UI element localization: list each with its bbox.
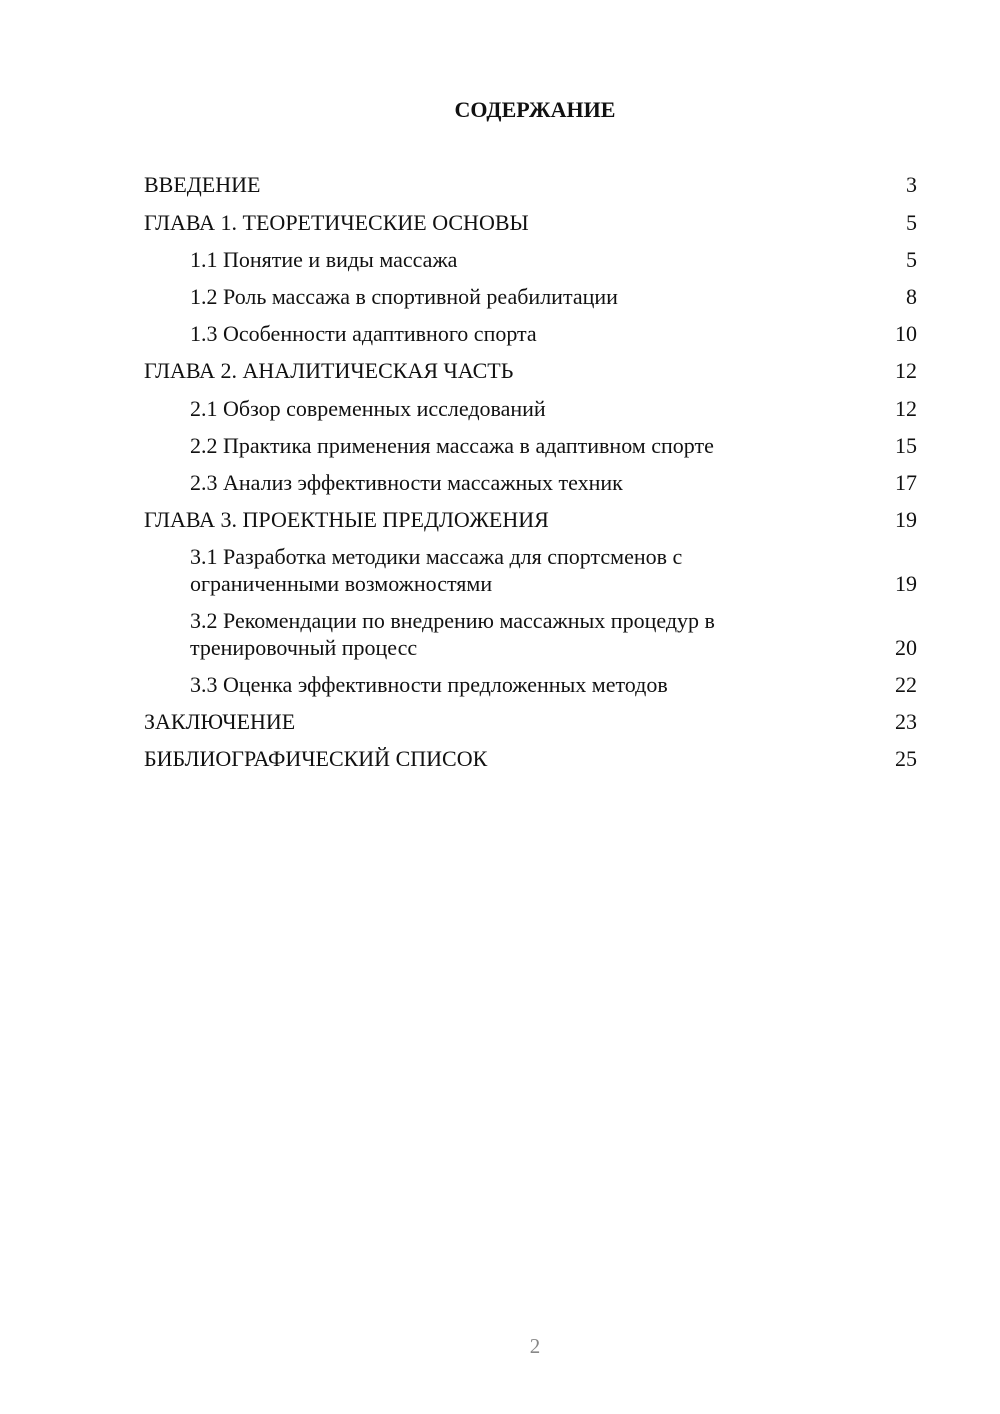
toc-entry-page: 5 (906, 210, 917, 235)
toc-entry-label: ВВЕДЕНИЕ (144, 172, 261, 197)
toc-entry-label: 3.2 Рекомендации по внедрению массажных процедур в тренировочный процесс (190, 608, 715, 660)
toc-entry-page: 15 (895, 433, 917, 458)
toc-entry (190, 283, 917, 310)
toc-title: СОДЕРЖАНИЕ (454, 97, 616, 122)
toc-entry-label: 1.2 Роль массажа в спортивной реабилитации (190, 284, 618, 309)
toc-entry-label: 2.3 Анализ эффективности массажных техник (190, 470, 623, 495)
toc-entry (144, 708, 917, 735)
toc-entry (144, 506, 917, 533)
toc-entry-page: 17 (895, 470, 917, 495)
toc-entry (190, 432, 917, 459)
toc-entry (190, 671, 917, 698)
toc-entry-label: 2.1 Обзор современных исследований (190, 396, 546, 421)
toc-entry-page: 12 (895, 396, 917, 421)
toc-entry-label: ЗАКЛЮЧЕНИЕ (144, 709, 296, 734)
toc-entry-page: 22 (895, 672, 917, 697)
toc-entry-label: ГЛАВА 3. ПРОЕКТНЫЕ ПРЕДЛОЖЕНИЯ (144, 507, 549, 532)
toc-entry-page: 25 (895, 746, 917, 771)
toc-entry-page: 12 (895, 358, 917, 383)
toc-entry (144, 171, 917, 198)
toc-entry-page: 19 (895, 571, 917, 596)
toc-entry-label: 3.3 Оценка эффективности предложенных методов (190, 672, 668, 697)
toc-entry (190, 469, 917, 496)
toc-entry-page: 8 (906, 284, 917, 309)
toc-entry-label: ГЛАВА 1. ТЕОРЕТИЧЕСКИЕ ОСНОВЫ (144, 210, 529, 235)
toc-entry-page: 10 (895, 321, 917, 346)
toc-entry-label: ГЛАВА 2. АНАЛИТИЧЕСКАЯ ЧАСТЬ (144, 358, 514, 383)
toc-entry-page: 19 (895, 507, 917, 532)
toc-entry (190, 543, 917, 597)
toc-entry (144, 209, 917, 236)
toc-entry-page: 20 (895, 635, 917, 660)
toc-entry-label: 2.2 Практика применения массажа в адаптивном спорте (190, 433, 714, 458)
toc-entry (190, 320, 917, 347)
toc-entry (190, 395, 917, 422)
toc-entry-page: 3 (906, 172, 917, 197)
toc-entry (144, 745, 917, 772)
toc-entry-label: БИБЛИОГРАФИЧЕСКИЙ СПИСОК (144, 746, 488, 771)
toc-entry-label: 3.1 Разработка методики массажа для спортсменов с ограниченными возможностями (190, 544, 683, 596)
toc-entry (190, 607, 917, 661)
toc-entry-page: 23 (895, 709, 917, 734)
toc-entry (144, 357, 917, 384)
toc-entry-page: 5 (906, 247, 917, 272)
toc-entry-label: 1.3 Особенности адаптивного спорта (190, 321, 537, 346)
toc-entry-label: 1.1 Понятие и виды массажа (190, 247, 458, 272)
toc-entry (190, 246, 917, 273)
page-number: 2 (529, 1334, 541, 1358)
